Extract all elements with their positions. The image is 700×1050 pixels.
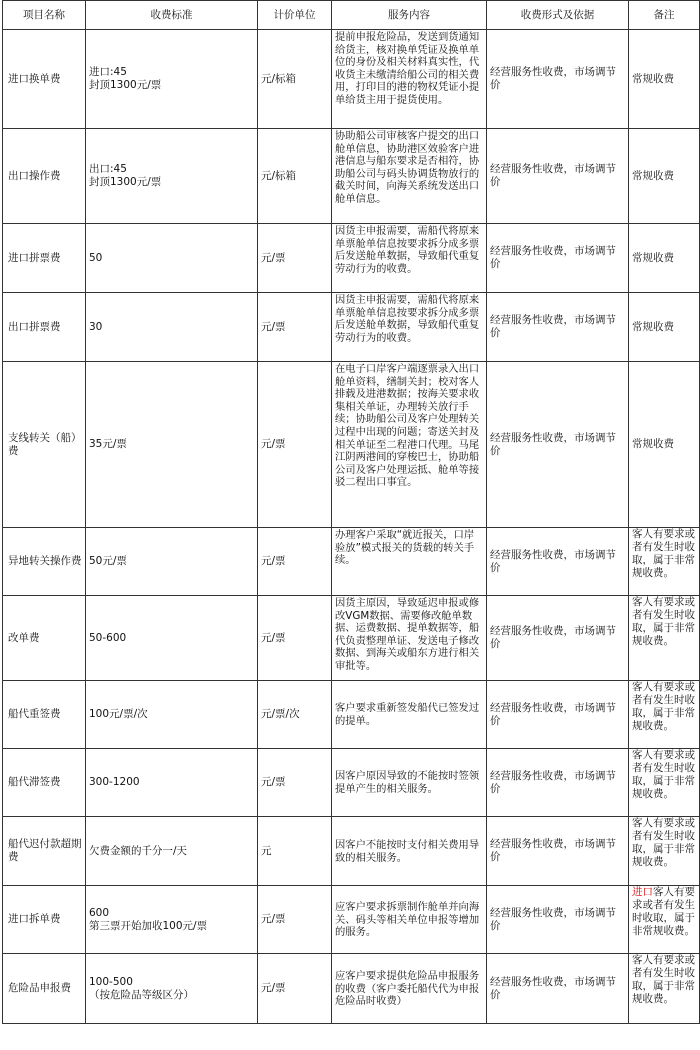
- header-service-content: 服务内容: [332, 1, 487, 30]
- fee-basis: 经营服务性收费，市场调节价: [487, 817, 629, 886]
- fee-standard: [86, 224, 258, 293]
- table-row: [3, 596, 700, 681]
- remark: 常规收费: [629, 362, 700, 528]
- header-fee-basis: 收费形式及依据: [487, 1, 629, 30]
- fee-standard-line: 30: [89, 320, 103, 333]
- fee-standard: [86, 681, 258, 749]
- remark: 常规收费: [629, 30, 700, 129]
- table-row: [3, 224, 700, 293]
- fee-standard: [86, 129, 258, 224]
- service-content: 在电子口岸客户端逐票录入出口舱单资料，缮制关封；校对客人排载及进港数据；按海关要求收集相关单证，办理转关放行手续；协助船公司及客户处理转关过程中出现的问题；寄送关封及相关单证至二程港口代理。马尾江阴两港间的穿梭巴士，协助船公司及客户处理运抵、舱单等接驳二程出口事宜。: [332, 362, 487, 528]
- item-name: 出口拼票费: [3, 293, 86, 362]
- table-row: [3, 817, 700, 886]
- service-content: 因货主申报需要，需船代将原来单票舱单信息按要求拆分成多票后发送舱单数据，导致船代重复劳动行为的收费。: [332, 293, 487, 362]
- fee-standard-line: 35元/票: [89, 438, 127, 450]
- pricing-unit: 元/标箱: [258, 129, 332, 224]
- service-content: 因货主申报需要，需船代将原来单票舱单信息按要求拆分成多票后发送舱单数据，导致船代重复劳动行为的收费。: [332, 224, 487, 293]
- fee-standard: [86, 293, 258, 362]
- fee-standard: [86, 596, 258, 681]
- fee-standard: [86, 817, 258, 886]
- fee-basis: 经营服务性收费，市场调节价: [487, 224, 629, 293]
- pricing-unit: 元/票/次: [258, 681, 332, 749]
- service-content: 因货主原因，导致延迟申报或修改VGM数据、需要修改舱单数据、运费数据、提单数据等，船代负责整理单证、发送电子修改数据、到海关或船东方进行相关审批等。: [332, 596, 487, 681]
- remark: 常规收费: [629, 224, 700, 293]
- remark: 常规收费: [629, 129, 700, 224]
- fee-standard: [86, 954, 258, 1024]
- table-row: [3, 954, 700, 1024]
- fee-basis: 经营服务性收费，市场调节价: [487, 886, 629, 954]
- pricing-unit: 元/票: [258, 749, 332, 817]
- fee-standard-line: 50元/票: [89, 555, 127, 567]
- pricing-unit: 元/票: [258, 293, 332, 362]
- table-header-row: [3, 1, 700, 30]
- pricing-unit: 元/票: [258, 886, 332, 954]
- fee-standard: [86, 749, 258, 817]
- remark: 常规收费: [629, 293, 700, 362]
- item-name: 异地转关操作费: [3, 528, 86, 596]
- fee-basis: 经营服务性收费，市场调节价: [487, 749, 629, 817]
- fee-standard: [86, 528, 258, 596]
- pricing-unit: 元/票: [258, 224, 332, 293]
- fee-basis: 经营服务性收费，市场调节价: [487, 362, 629, 528]
- fee-standard-line: 50-600: [89, 631, 127, 644]
- remark: [629, 886, 700, 954]
- item-name: 进口拼票费: [3, 224, 86, 293]
- fee-standard-line: 出口:45: [89, 163, 127, 175]
- fee-standard: [86, 30, 258, 129]
- service-content: 因客户原因导致的不能按时签领提单产生的相关服务。: [332, 749, 487, 817]
- header-pricing-unit: 计价单位: [258, 1, 332, 30]
- item-name: 支线转关（船）费: [3, 362, 86, 528]
- fee-basis: 经营服务性收费，市场调节价: [487, 30, 629, 129]
- remark: 客人有要求或者有发生时收取，属于非常规收费。: [629, 528, 700, 596]
- table-row: [3, 30, 700, 129]
- remark: 客人有要求或者有发生时收取，属于非常规收费。: [629, 954, 700, 1024]
- service-content: 提前申报危险品，发送到货通知给货主，核对换单凭证及换单单位的身份及相关材料真实性，代收货主未缴清给船公司的相关费用，打印目的港的物权凭证小提单给货主用于提货使用。: [332, 30, 487, 129]
- fee-standard-line: 进口:45: [89, 66, 127, 78]
- remark-text: 客人有要求或者有发生时收取，属于非常规收费。: [632, 886, 695, 937]
- service-content: 因客户不能按时支付相关费用导致的相关服务。: [332, 817, 487, 886]
- fee-basis: 经营服务性收费，市场调节价: [487, 293, 629, 362]
- fee-standard-line: 封顶1300元/票: [89, 176, 162, 188]
- pricing-unit: 元/票: [258, 362, 332, 528]
- service-content: 办理客户采取“就近报关，口岸验放”模式报关的货载的转关手续。: [332, 528, 487, 596]
- table-row: [3, 129, 700, 224]
- remark-highlight: 进口: [632, 886, 653, 898]
- fee-standard-line: 100元/票/次: [89, 708, 148, 720]
- pricing-unit: 元/票: [258, 528, 332, 596]
- remark: 客人有要求或者有发生时收取，属于非常规收费。: [629, 749, 700, 817]
- fee-basis: 经营服务性收费，市场调节价: [487, 681, 629, 749]
- header-item-name: 项目名称: [3, 1, 86, 30]
- item-name: 船代滞签费: [3, 749, 86, 817]
- service-content: 协助船公司审核客户提交的出口舱单信息，协助港区效验客户进港信息与船东要求是否相符，协助船公司与码头协调货物放行的截关时间，向海关系统发送出口舱单信息。: [332, 129, 487, 224]
- fee-table: [2, 0, 700, 1024]
- fee-standard: [86, 362, 258, 528]
- table-row: [3, 528, 700, 596]
- fee-standard-line: 300-1200: [89, 776, 140, 788]
- fee-standard-line: 封顶1300元/票: [89, 79, 162, 91]
- item-name: 危险品申报费: [3, 954, 86, 1024]
- item-name: 进口拆单费: [3, 886, 86, 954]
- pricing-unit: 元/标箱: [258, 30, 332, 129]
- fee-standard-line: （按危险品等级区分）: [89, 988, 194, 1001]
- fee-standard-line: 50: [89, 251, 103, 264]
- table-row: [3, 362, 700, 528]
- pricing-unit: 元: [258, 817, 332, 886]
- fee-basis: 经营服务性收费，市场调节价: [487, 596, 629, 681]
- remark: 客人有要求或者有发生时收取，属于非常规收费。: [629, 681, 700, 749]
- header-fee-standard: 收费标准: [86, 1, 258, 30]
- service-content: 应客户要求拆票制作舱单并向海关、码头等相关单位申报等增加的服务。: [332, 886, 487, 954]
- header-remarks: 备注: [629, 1, 700, 30]
- fee-standard-line: 600: [89, 906, 110, 919]
- fee-standard-line: 第三票开始加收100元/票: [89, 919, 208, 932]
- item-name: 改单费: [3, 596, 86, 681]
- fee-basis: 经营服务性收费，市场调节价: [487, 528, 629, 596]
- service-content: 客户要求重新签发船代已签发过的提单。: [332, 681, 487, 749]
- table-row: [3, 681, 700, 749]
- fee-basis: 经营服务性收费，市场调节价: [487, 129, 629, 224]
- item-name: 进口换单费: [3, 30, 86, 129]
- table-row: [3, 886, 700, 954]
- table-row: [3, 293, 700, 362]
- item-name: 船代重签费: [3, 681, 86, 749]
- service-content: 应客户要求提供危险品申报服务的收费（客户委托船代代为申报危险品时收费）: [332, 954, 487, 1024]
- fee-standard: [86, 886, 258, 954]
- remark: 客人有要求或者有发生时收取，属于非常规收费。: [629, 817, 700, 886]
- table-row: [3, 749, 700, 817]
- fee-basis: 经营服务性收费，市场调节价: [487, 954, 629, 1024]
- fee-standard-line: 100-500: [89, 975, 133, 988]
- item-name: 出口操作费: [3, 129, 86, 224]
- remark: 客人有要求或者有发生时收取，属于非常规收费。: [629, 596, 700, 681]
- pricing-unit: 元/票: [258, 596, 332, 681]
- pricing-unit: 元/票: [258, 954, 332, 1024]
- fee-standard-line: 欠费金额的千分一/天: [89, 844, 188, 857]
- item-name: 船代迟付款超期费: [3, 817, 86, 886]
